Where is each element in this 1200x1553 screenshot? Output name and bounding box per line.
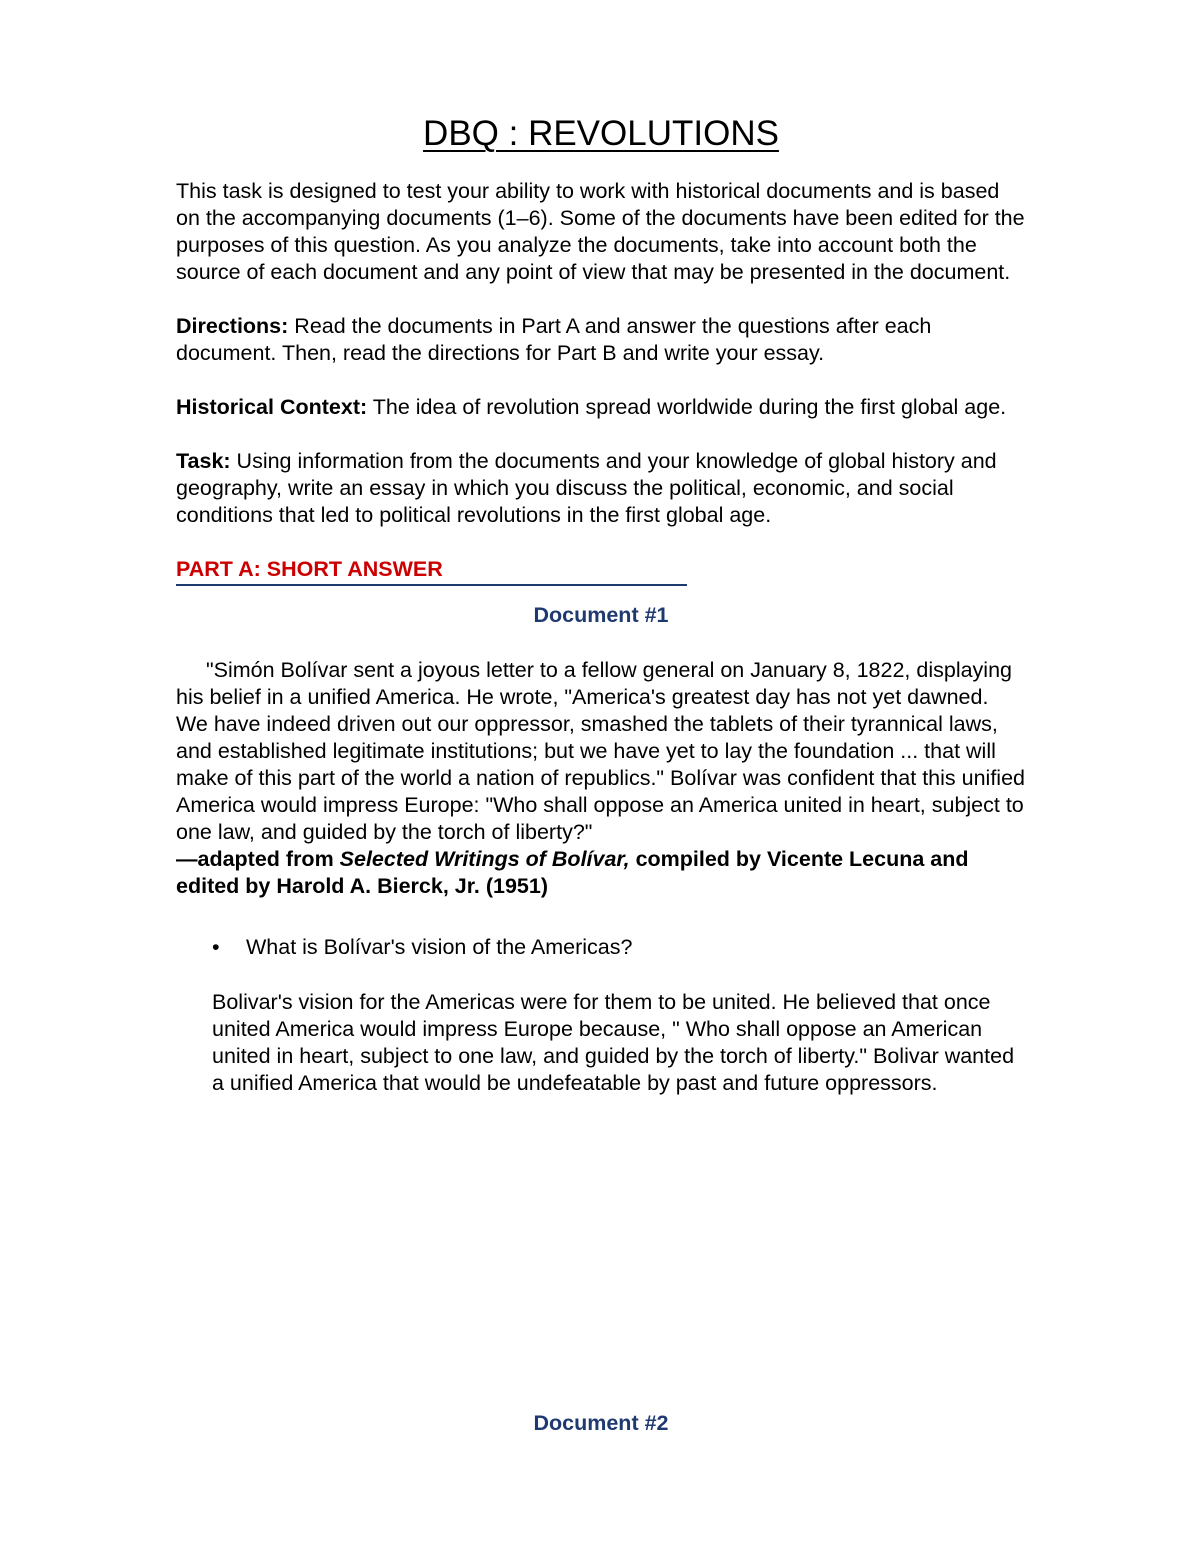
directions-paragraph (176, 313, 1026, 367)
context-paragraph (176, 394, 1026, 421)
part-a-heading: PART A: SHORT ANSWER (176, 556, 687, 586)
question-text: What is Bolívar's vision of the Americas? (246, 935, 633, 959)
document-1-quote: "Simón Bolívar sent a joyous letter to a fellow general on January 8, 1822, displaying his belief in a unified America. He wrote, "America's greatest day has not yet dawned. We have indeed driven out our oppressor, smashed the tablets of their tyrannical laws, and established legitimate institutions; but we have yet to lay the foundation ... that will make of this part of the world a nation of republics." Bolívar was confident that this unified America would impress Europe: "Who shall oppose an America united in heart, subject to one law, and guided by the torch of liberty?" (176, 658, 1025, 844)
task-paragraph (176, 448, 1026, 529)
task-label: Task: (176, 449, 231, 473)
document-page (176, 110, 1026, 1097)
question-item (176, 934, 1026, 961)
document-2-section (176, 1410, 1026, 1465)
task-text: Using information from the documents and your knowledge of global history and geography, write an essay in which you discuss the political, economic, and social conditions that led to political revolutions in the first global age. (176, 449, 997, 527)
document-1-heading: Document #1 (533, 603, 669, 627)
document-2-heading: Document #2 (533, 1411, 669, 1435)
context-label: Historical Context: (176, 395, 368, 419)
context-text: The idea of revolution spread worldwide during the first global age. (367, 395, 1007, 419)
source-title: Selected Writings of Bolívar, (339, 847, 630, 871)
intro-paragraph: This task is designed to test your ability to work with historical documents and is based on the accompanying documents (1–6). Some of the documents have been edited for the purposes of this question. As you analyze the documents, take into account both the source of each document and any point of view that may be presented in the document. (176, 179, 1025, 284)
directions-label: Directions: (176, 314, 289, 338)
answer-text: Bolivar's vision for the Americas were for them to be united. He believed that once united America would impress Europe because, " Who shall oppose an American united in heart, subject to one law, and guided by the torch of liberty." Bolivar wanted a unified America that would be undefeatable by past and future oppressors. (212, 990, 1015, 1095)
source-prefix: —adapted from (176, 847, 340, 871)
bullet-icon: • (212, 935, 220, 959)
page-title: DBQ : REVOLUTIONS (423, 114, 779, 153)
source-suffix: compiled by Vicente Lecuna and edited by Harold A. Bierck, Jr. (1951) (176, 847, 969, 898)
document-1-source (176, 846, 1026, 900)
directions-text: Read the documents in Part A and answer the questions after each document. Then, read the directions for Part B and write your essay. (176, 314, 932, 365)
